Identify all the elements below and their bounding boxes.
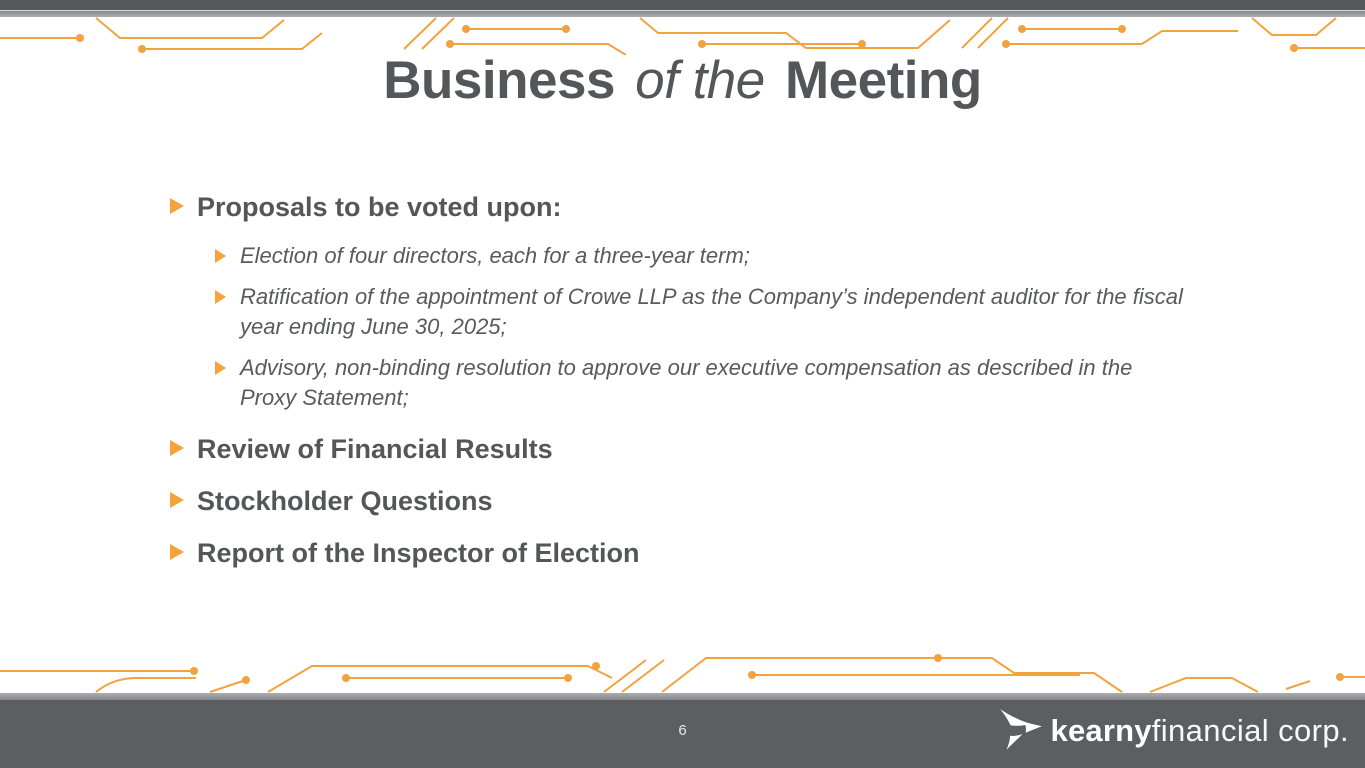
bullet-item [170,483,1230,519]
bullet-list [170,189,1230,587]
sub-bullet-item [215,353,1200,413]
triangle-bullet-icon [170,440,184,456]
triangle-bullet-icon [215,361,226,375]
title-part-bold-1: Business [383,51,615,110]
bullet-text: Ratification of the appointment of Crowe LLP as the Company’s independent auditor for the fiscal year ending June 30, 2025; [240,284,1183,339]
bullet-text: Report of the Inspector of Election [197,538,640,568]
title-part-italic: of the [635,51,765,110]
bottom-accent-strip [0,693,1365,700]
bullet-item [170,431,1230,467]
footer-bar [0,700,1365,768]
logo-text [1051,713,1349,749]
triangle-bullet-icon [215,249,226,263]
slide-title [0,50,1365,111]
kearny-logo-mark-icon [997,708,1045,754]
triangle-bullet-icon [170,198,184,214]
bullet-text: Proposals to be voted upon: [197,192,562,222]
sub-bullet-item [215,282,1200,342]
bullet-text: Advisory, non-binding resolution to approve our executive compensation as described in the Proxy Statement; [240,355,1133,410]
circuit-pattern-bottom-icon [0,647,1365,693]
bullet-item [170,189,1230,225]
bullet-item [170,535,1230,571]
triangle-bullet-icon [170,492,184,508]
bullet-text: Review of Financial Results [197,434,553,464]
sub-bullet-item [215,241,1200,271]
logo-text-bold: kearny [1050,713,1152,748]
top-accent-strip [0,10,1365,17]
triangle-bullet-icon [170,544,184,560]
top-bar [0,0,1365,10]
company-logo [997,708,1349,754]
logo-text-light: financial corp. [1151,713,1349,748]
bullet-text: Stockholder Questions [197,486,493,516]
page-number: 6 [678,722,687,739]
triangle-bullet-icon [215,290,226,304]
bullet-text: Election of four directors, each for a three-year term; [240,243,750,268]
title-part-bold-2: Meeting [785,51,982,110]
